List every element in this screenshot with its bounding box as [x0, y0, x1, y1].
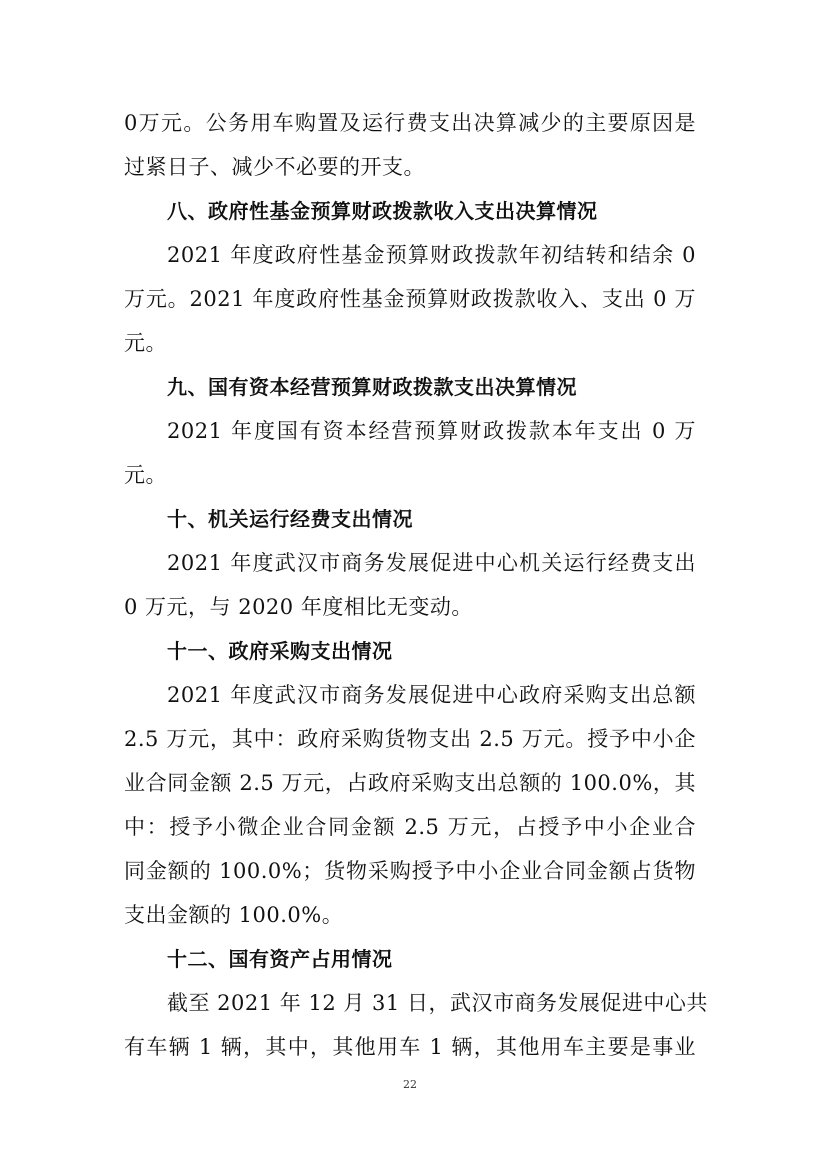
- section-heading: 九、国有资本经营预算财政拨款支出决算情况: [167, 375, 577, 399]
- section-heading: 十、机关运行经费支出情况: [167, 507, 413, 531]
- body-line: 元。: [124, 331, 167, 355]
- body-line: 0 万元，与 2020 年度相比无变动。: [124, 595, 473, 619]
- body-line: 有车辆 1 辆，其中，其他用车 1 辆，其他用车主要是事业: [124, 1035, 696, 1059]
- body-line: 2.5 万元，其中：政府采购货物支出 2.5 万元。授予中小企: [124, 727, 696, 751]
- body-line: 2021 年度政府性基金预算财政拨款年初结转和结余 0: [167, 243, 696, 267]
- body-line: 截至 2021 年 12 月 31 日，武汉市商务发展促进中心共: [167, 991, 708, 1015]
- body-line: 业合同金额 2.5 万元，占政府采购支出总额的 100.0%，其: [124, 771, 696, 795]
- body-line: 过紧日子、减少不必要的开支。: [124, 155, 425, 179]
- body-line: 同金额的 100.0%；货物采购授予中小企业合同金额占货物: [124, 859, 696, 883]
- body-line: 2021 年度武汉市商务发展促进中心政府采购支出总额: [167, 683, 696, 707]
- section-heading: 八、政府性基金预算财政拨款收入支出决算情况: [167, 199, 598, 223]
- body-line: 中：授予小微企业合同金额 2.5 万元，占授予中小企业合: [124, 815, 696, 839]
- body-line: 0万元。公务用车购置及运行费支出决算减少的主要原因是: [124, 111, 696, 135]
- page-number: 22: [403, 1078, 417, 1091]
- section-heading: 十二、国有资产占用情况: [167, 947, 393, 971]
- body-line: 万元。2021 年度政府性基金预算财政拨款收入、支出 0 万: [124, 287, 696, 311]
- section-heading: 十一、政府采购支出情况: [167, 639, 393, 663]
- body-line: 元。: [124, 463, 167, 487]
- body-line: 支出金额的 100.0%。: [124, 903, 344, 927]
- body-line: 2021 年度武汉市商务发展促进中心机关运行经费支出: [167, 551, 696, 575]
- body-line: 2021 年度国有资本经营预算财政拨款本年支出 0 万: [167, 419, 696, 443]
